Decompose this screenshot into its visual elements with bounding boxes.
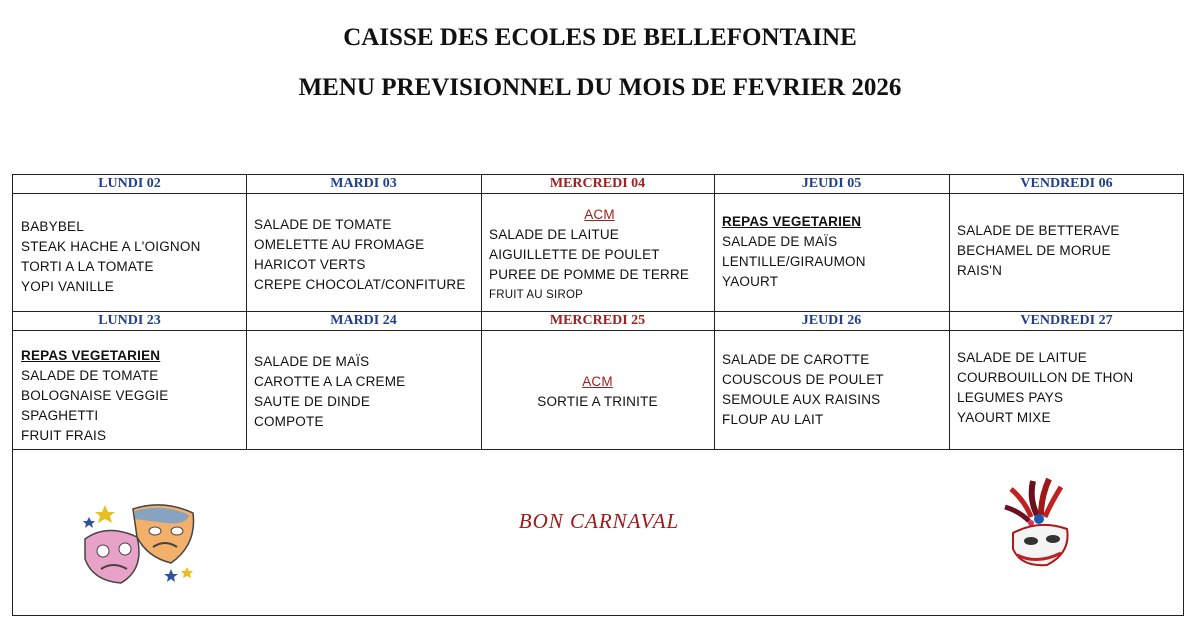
menu-items bbox=[21, 217, 242, 297]
menu-item: COUSCOUS DE POULET bbox=[722, 372, 884, 387]
menu-item: SALADE DE LAITUE bbox=[957, 350, 1087, 365]
menu-item: RAIS'N bbox=[957, 263, 1003, 278]
menu-item: COURBOUILLON DE THON bbox=[957, 370, 1134, 385]
menu-item: SAUTE DE DINDE bbox=[254, 394, 371, 409]
menu-items bbox=[957, 348, 1180, 428]
menu-item: STEAK HACHE A L'OIGNON bbox=[21, 239, 201, 254]
day-header: VENDREDI 27 bbox=[949, 312, 1184, 331]
page-title: CAISSE DES ECOLES DE BELLEFONTAINE bbox=[343, 24, 857, 51]
menu-item: PUREE DE POMME DE TERRE bbox=[489, 267, 690, 282]
menu-item: SALADE DE BETTERAVE bbox=[957, 223, 1120, 238]
menu-items bbox=[254, 352, 477, 432]
menu-items bbox=[254, 215, 477, 295]
day-header: MERCREDI 04 bbox=[481, 175, 714, 194]
day-cell-jeudi-05 bbox=[714, 175, 949, 311]
day-header: MARDI 03 bbox=[246, 175, 481, 194]
menu-items bbox=[722, 350, 945, 430]
day-cell-vendredi-06 bbox=[949, 175, 1184, 311]
acm-label: ACM bbox=[584, 207, 615, 222]
menu-items bbox=[481, 372, 714, 412]
menu-item: SORTIE A TRINITE bbox=[537, 394, 658, 409]
vegetarian-label: REPAS VEGETARIEN bbox=[21, 348, 161, 363]
vegetarian-label: REPAS VEGETARIEN bbox=[722, 214, 862, 229]
day-cell-mardi-24 bbox=[246, 312, 481, 449]
menu-table bbox=[12, 174, 1184, 616]
day-cell-lundi-02 bbox=[13, 175, 246, 311]
menu-item: BABYBEL bbox=[21, 219, 84, 234]
menu-item: LENTILLE/GIRAUMON bbox=[722, 254, 866, 269]
menu-item: FLOUP AU LAIT bbox=[722, 412, 824, 427]
menu-item: FRUIT AU SIROP bbox=[489, 289, 583, 301]
menu-items bbox=[21, 346, 242, 446]
menu-item: CREPE CHOCOLAT/CONFITURE bbox=[254, 277, 466, 292]
menu-item: OMELETTE AU FROMAGE bbox=[254, 237, 425, 252]
menu-item: SALADE DE LAITUE bbox=[489, 227, 619, 242]
menu-item: COMPOTE bbox=[254, 414, 324, 429]
day-header: MERCREDI 25 bbox=[481, 312, 714, 331]
menu-items bbox=[722, 212, 945, 292]
day-header: JEUDI 05 bbox=[714, 175, 949, 194]
day-header: LUNDI 02 bbox=[13, 175, 246, 194]
page-subtitle: MENU PREVISIONNEL DU MOIS DE FEVRIER 2026 bbox=[298, 74, 902, 101]
menu-item: SALADE DE MAÏS bbox=[254, 354, 370, 369]
menu-item: CAROTTE A LA CREME bbox=[254, 374, 406, 389]
day-header: MARDI 24 bbox=[246, 312, 481, 331]
menu-item: AIGUILLETTE DE POULET bbox=[489, 247, 660, 262]
menu-item: SALADE DE MAÏS bbox=[722, 234, 838, 249]
carnival-mask-icon bbox=[991, 475, 1081, 575]
menu-item: HARICOT VERTS bbox=[254, 257, 366, 272]
day-header: JEUDI 26 bbox=[714, 312, 949, 331]
day-cell-vendredi-27 bbox=[949, 312, 1184, 449]
day-header: LUNDI 23 bbox=[13, 312, 246, 331]
day-cell-mercredi-04 bbox=[481, 175, 714, 311]
menu-item: LEGUMES PAYS bbox=[957, 390, 1064, 405]
menu-items bbox=[489, 205, 710, 305]
menu-item: SALADE DE CAROTTE bbox=[722, 352, 870, 367]
menu-item: YAOURT bbox=[722, 274, 779, 289]
theatre-masks-icon bbox=[75, 497, 199, 587]
menu-item: YAOURT MIXE bbox=[957, 410, 1051, 425]
menu-item: BOLOGNAISE VEGGIE bbox=[21, 388, 169, 403]
menu-item: SEMOULE AUX RAISINS bbox=[722, 392, 881, 407]
menu-item: SALADE DE TOMATE bbox=[254, 217, 392, 232]
day-cell-mardi-03 bbox=[246, 175, 481, 311]
menu-item: SPAGHETTI bbox=[21, 408, 99, 423]
day-cell-jeudi-26 bbox=[714, 312, 949, 449]
row-divider bbox=[13, 449, 1183, 450]
bon-carnaval-text: BON CARNAVAL bbox=[518, 509, 680, 533]
acm-label: ACM bbox=[582, 374, 613, 389]
day-cell-mercredi-25 bbox=[481, 312, 714, 449]
menu-item: TORTI A LA TOMATE bbox=[21, 259, 154, 274]
menu-item: FRUIT FRAIS bbox=[21, 428, 107, 443]
menu-item: BECHAMEL DE MORUE bbox=[957, 243, 1111, 258]
day-header: VENDREDI 06 bbox=[949, 175, 1184, 194]
day-cell-lundi-23 bbox=[13, 312, 246, 449]
menu-item: YOPI VANILLE bbox=[21, 279, 114, 294]
menu-items bbox=[957, 221, 1180, 281]
menu-item: SALADE DE TOMATE bbox=[21, 368, 159, 383]
